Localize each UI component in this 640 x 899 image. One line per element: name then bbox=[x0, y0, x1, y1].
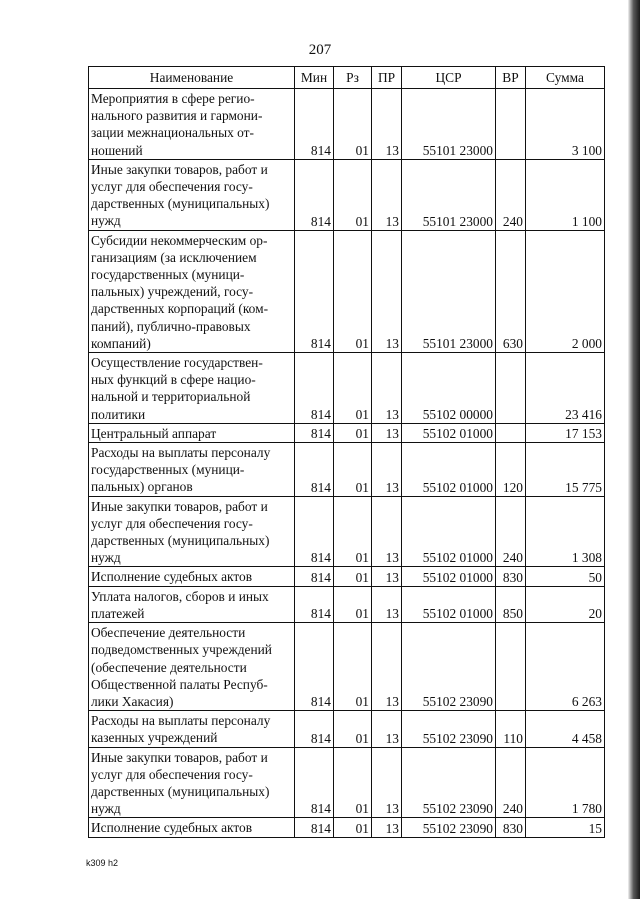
cell-pr: 13 bbox=[372, 623, 402, 711]
cell-name: Исполнение судебных актов bbox=[89, 567, 295, 586]
cell-csr: 55102 23090 bbox=[402, 747, 496, 818]
cell-csr: 55101 23000 bbox=[402, 230, 496, 352]
cell-vr: 110 bbox=[496, 711, 526, 747]
table-row bbox=[89, 818, 605, 837]
header-sum: Сумма bbox=[526, 67, 605, 89]
cell-min: 814 bbox=[295, 586, 334, 622]
table-row bbox=[89, 89, 605, 160]
cell-csr: 55102 23090 bbox=[402, 711, 496, 747]
header-csr: ЦСР bbox=[402, 67, 496, 89]
cell-csr: 55102 01000 bbox=[402, 586, 496, 622]
cell-sum: 2 000 bbox=[526, 230, 605, 352]
cell-vr: 630 bbox=[496, 230, 526, 352]
table-header-row bbox=[89, 67, 605, 89]
cell-pr: 13 bbox=[372, 353, 402, 424]
table-row bbox=[89, 230, 605, 352]
header-pr: ПР bbox=[372, 67, 402, 89]
cell-sum: 6 263 bbox=[526, 623, 605, 711]
table-row bbox=[89, 567, 605, 586]
cell-pr: 13 bbox=[372, 496, 402, 567]
cell-min: 814 bbox=[295, 89, 334, 160]
cell-csr: 55102 01000 bbox=[402, 496, 496, 567]
cell-vr bbox=[496, 623, 526, 711]
header-name: Наименование bbox=[89, 67, 295, 89]
cell-sum: 15 775 bbox=[526, 443, 605, 497]
table-row bbox=[89, 623, 605, 711]
cell-name: Осуществление государствен- ных функций в сфере нацио- нальной и территориальной политики bbox=[89, 353, 295, 424]
cell-rz: 01 bbox=[334, 496, 372, 567]
cell-sum: 17 153 bbox=[526, 423, 605, 442]
cell-vr: 240 bbox=[496, 159, 526, 230]
cell-csr: 55102 00000 bbox=[402, 353, 496, 424]
cell-vr bbox=[496, 353, 526, 424]
table-body bbox=[89, 89, 605, 838]
cell-sum: 23 416 bbox=[526, 353, 605, 424]
cell-min: 814 bbox=[295, 423, 334, 442]
cell-rz: 01 bbox=[334, 711, 372, 747]
cell-name: Центральный аппарат bbox=[89, 423, 295, 442]
cell-name: Уплата налогов, сборов и иных платежей bbox=[89, 586, 295, 622]
cell-name: Расходы на выплаты персоналу казенных учреждений bbox=[89, 711, 295, 747]
cell-rz: 01 bbox=[334, 623, 372, 711]
cell-sum: 1 100 bbox=[526, 159, 605, 230]
cell-csr: 55102 01000 bbox=[402, 443, 496, 497]
cell-rz: 01 bbox=[334, 230, 372, 352]
cell-rz: 01 bbox=[334, 353, 372, 424]
cell-name: Мероприятия в сфере регио- нального развития и гармони- зации межнациональных от- ношений bbox=[89, 89, 295, 160]
cell-pr: 13 bbox=[372, 443, 402, 497]
cell-vr: 240 bbox=[496, 496, 526, 567]
cell-min: 814 bbox=[295, 567, 334, 586]
cell-pr: 13 bbox=[372, 567, 402, 586]
cell-rz: 01 bbox=[334, 443, 372, 497]
cell-csr: 55102 01000 bbox=[402, 567, 496, 586]
cell-rz: 01 bbox=[334, 567, 372, 586]
cell-sum: 50 bbox=[526, 567, 605, 586]
cell-pr: 13 bbox=[372, 89, 402, 160]
cell-sum: 3 100 bbox=[526, 89, 605, 160]
footer-code: k309 h2 bbox=[86, 858, 119, 868]
cell-csr: 55101 23000 bbox=[402, 159, 496, 230]
cell-min: 814 bbox=[295, 818, 334, 837]
cell-pr: 13 bbox=[372, 747, 402, 818]
table-row bbox=[89, 747, 605, 818]
table-row bbox=[89, 586, 605, 622]
cell-vr bbox=[496, 423, 526, 442]
cell-min: 814 bbox=[295, 747, 334, 818]
cell-vr bbox=[496, 89, 526, 160]
cell-vr: 120 bbox=[496, 443, 526, 497]
cell-rz: 01 bbox=[334, 159, 372, 230]
cell-vr: 830 bbox=[496, 567, 526, 586]
cell-min: 814 bbox=[295, 496, 334, 567]
table-row bbox=[89, 423, 605, 442]
cell-vr: 240 bbox=[496, 747, 526, 818]
cell-rz: 01 bbox=[334, 89, 372, 160]
cell-rz: 01 bbox=[334, 818, 372, 837]
cell-name: Расходы на выплаты персоналу государственных (муници- пальных) органов bbox=[89, 443, 295, 497]
cell-min: 814 bbox=[295, 623, 334, 711]
cell-min: 814 bbox=[295, 159, 334, 230]
cell-pr: 13 bbox=[372, 586, 402, 622]
cell-sum: 20 bbox=[526, 586, 605, 622]
cell-sum: 4 458 bbox=[526, 711, 605, 747]
cell-sum: 1 308 bbox=[526, 496, 605, 567]
cell-name: Иные закупки товаров, работ и услуг для обеспечения госу- дарственных (муниципальных) нужд bbox=[89, 496, 295, 567]
cell-min: 814 bbox=[295, 443, 334, 497]
cell-rz: 01 bbox=[334, 423, 372, 442]
cell-name: Иные закупки товаров, работ и услуг для обеспечения госу- дарственных (муниципальных) нужд bbox=[89, 747, 295, 818]
budget-table bbox=[88, 66, 605, 838]
cell-name: Обеспечение деятельности подведомственных учреждений (обеспечение деятельности Общественной палаты Респуб- лики Хакасия) bbox=[89, 623, 295, 711]
cell-rz: 01 bbox=[334, 747, 372, 818]
cell-sum: 1 780 bbox=[526, 747, 605, 818]
cell-sum: 15 bbox=[526, 818, 605, 837]
cell-csr: 55102 23090 bbox=[402, 623, 496, 711]
page-number: 207 bbox=[308, 42, 332, 58]
cell-min: 814 bbox=[295, 353, 334, 424]
table-row bbox=[89, 353, 605, 424]
cell-pr: 13 bbox=[372, 230, 402, 352]
cell-rz: 01 bbox=[334, 586, 372, 622]
cell-min: 814 bbox=[295, 711, 334, 747]
cell-min: 814 bbox=[295, 230, 334, 352]
cell-pr: 13 bbox=[372, 423, 402, 442]
table-row bbox=[89, 443, 605, 497]
cell-vr: 830 bbox=[496, 818, 526, 837]
table-row bbox=[89, 711, 605, 747]
cell-pr: 13 bbox=[372, 818, 402, 837]
header-vr: ВР bbox=[496, 67, 526, 89]
cell-pr: 13 bbox=[372, 159, 402, 230]
cell-vr: 850 bbox=[496, 586, 526, 622]
header-min: Мин bbox=[295, 67, 334, 89]
cell-pr: 13 bbox=[372, 711, 402, 747]
scan-edge-shadow bbox=[628, 0, 640, 899]
cell-csr: 55102 01000 bbox=[402, 423, 496, 442]
header-rz: Рз bbox=[334, 67, 372, 89]
cell-name: Исполнение судебных актов bbox=[89, 818, 295, 837]
table-row bbox=[89, 159, 605, 230]
cell-csr: 55101 23000 bbox=[402, 89, 496, 160]
cell-csr: 55102 23090 bbox=[402, 818, 496, 837]
cell-name: Субсидии некоммерческим ор- ганизациям (за исключением государственных (муници- пальных) учреждений, госу- дарственных корпораций (ком- паний), публично-правовых компаний) bbox=[89, 230, 295, 352]
table-row bbox=[89, 496, 605, 567]
cell-name: Иные закупки товаров, работ и услуг для обеспечения госу- дарственных (муниципальных) нужд bbox=[89, 159, 295, 230]
